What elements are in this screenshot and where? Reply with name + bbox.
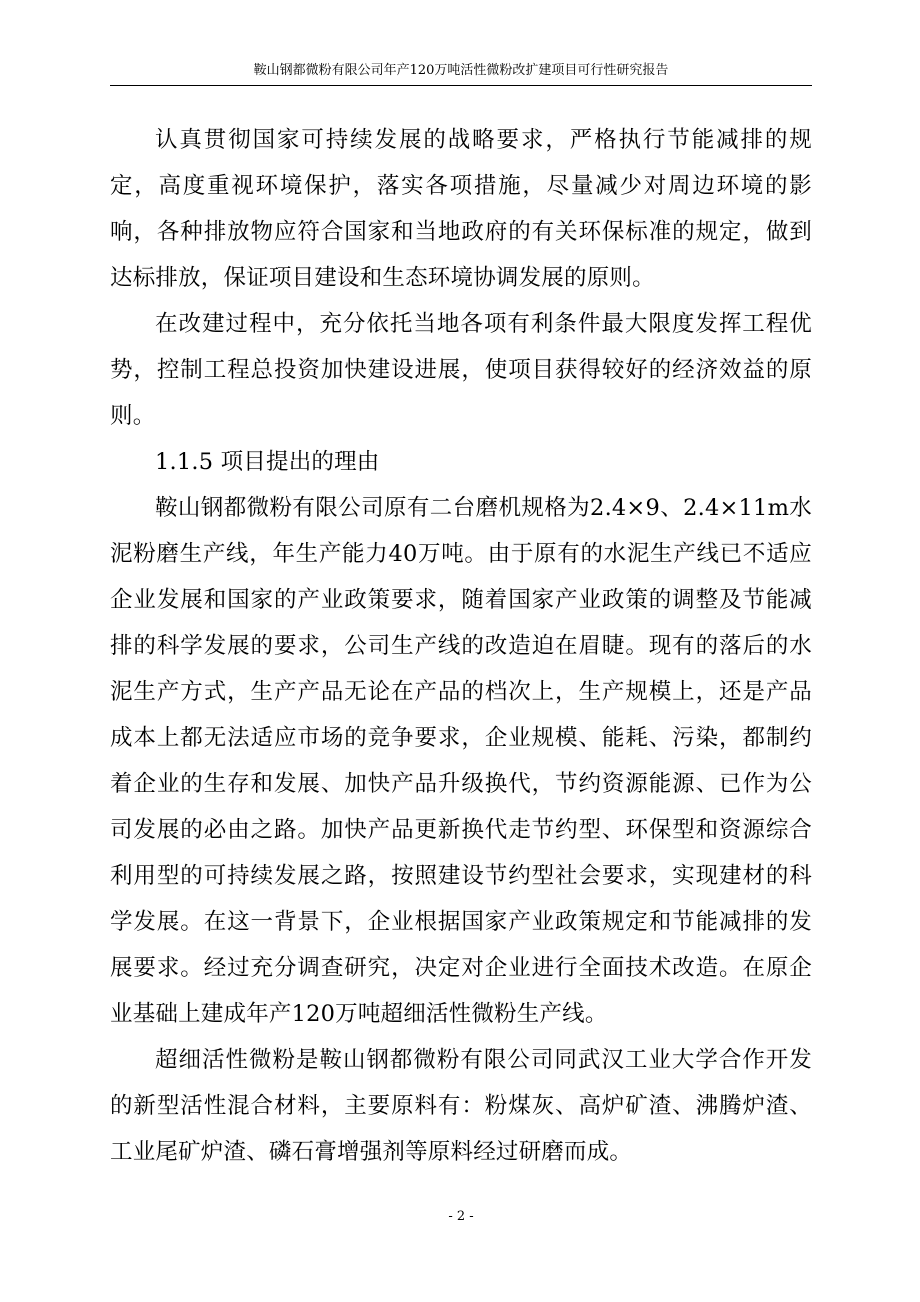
page-number: - 2 -	[448, 1209, 474, 1224]
paragraph-project-reasons: 鞍山钢都微粉有限公司原有二台磨机规格为2.4×9、2.4×11m水泥粉磨生产线，年生产能力40万吨。由于原有的水泥生产线已不适应企业发展和国家的产业政策要求，随着国家产业政策的调整及节能减排的科学发展的要求，公司生产线的改造迫在眉睫。现有的落后的水泥生产方式，生产产品无论在产品的档次上，生产规模上，还是产品成本上都无法适应市场的竞争要求，企业规模、能耗、污染，都制约着企业的生存和发展、加快产品升级换代，节约资源能源、已作为公司发展的必由之路。加快产品更新换代走节约型、环保型和资源综合利用型的可持续发展之路，按照建设节约型社会要求，实现建材的科学发展。在这一背景下，企业根据国家产业政策规定和节能减排的发展要求。经过充分调查研究，决定对企业进行全面技术改造。在原企业基础上建成年产120万吨超细活性微粉生产线。	[110, 495, 812, 1027]
document-body	[110, 117, 812, 1175]
paragraph-product-description: 超细活性微粉是鞍山钢都微粉有限公司同武汉工业大学合作开发的新型活性混合材料，主要原料有：粉煤灰、高炉矿渣、沸腾炉渣、工业尾矿炉渣、磷石膏增强剂等原料经过研磨而成。	[110, 1047, 812, 1165]
page-header: 鞍山钢都微粉有限公司年产120万吨活性微粉改扩建项目可行性研究报告	[253, 63, 669, 78]
section-heading: 1.1.5 项目提出的理由	[155, 449, 380, 475]
paragraph-reconstruction-principle: 在改建过程中，充分依托当地各项有利条件最大限度发挥工程优势，控制工程总投资加快建设进展，使项目获得较好的经济效益的原则。	[110, 311, 812, 429]
header-divider	[110, 85, 812, 86]
paragraph-environment-principle: 认真贯彻国家可持续发展的战略要求，严格执行节能减排的规定，高度重视环境保护，落实各项措施，尽量减少对周边环境的影响，各种排放物应符合国家和当地政府的有关环保标准的规定，做到达标排放，保证项目建设和生态环境协调发展的原则。	[110, 127, 812, 291]
